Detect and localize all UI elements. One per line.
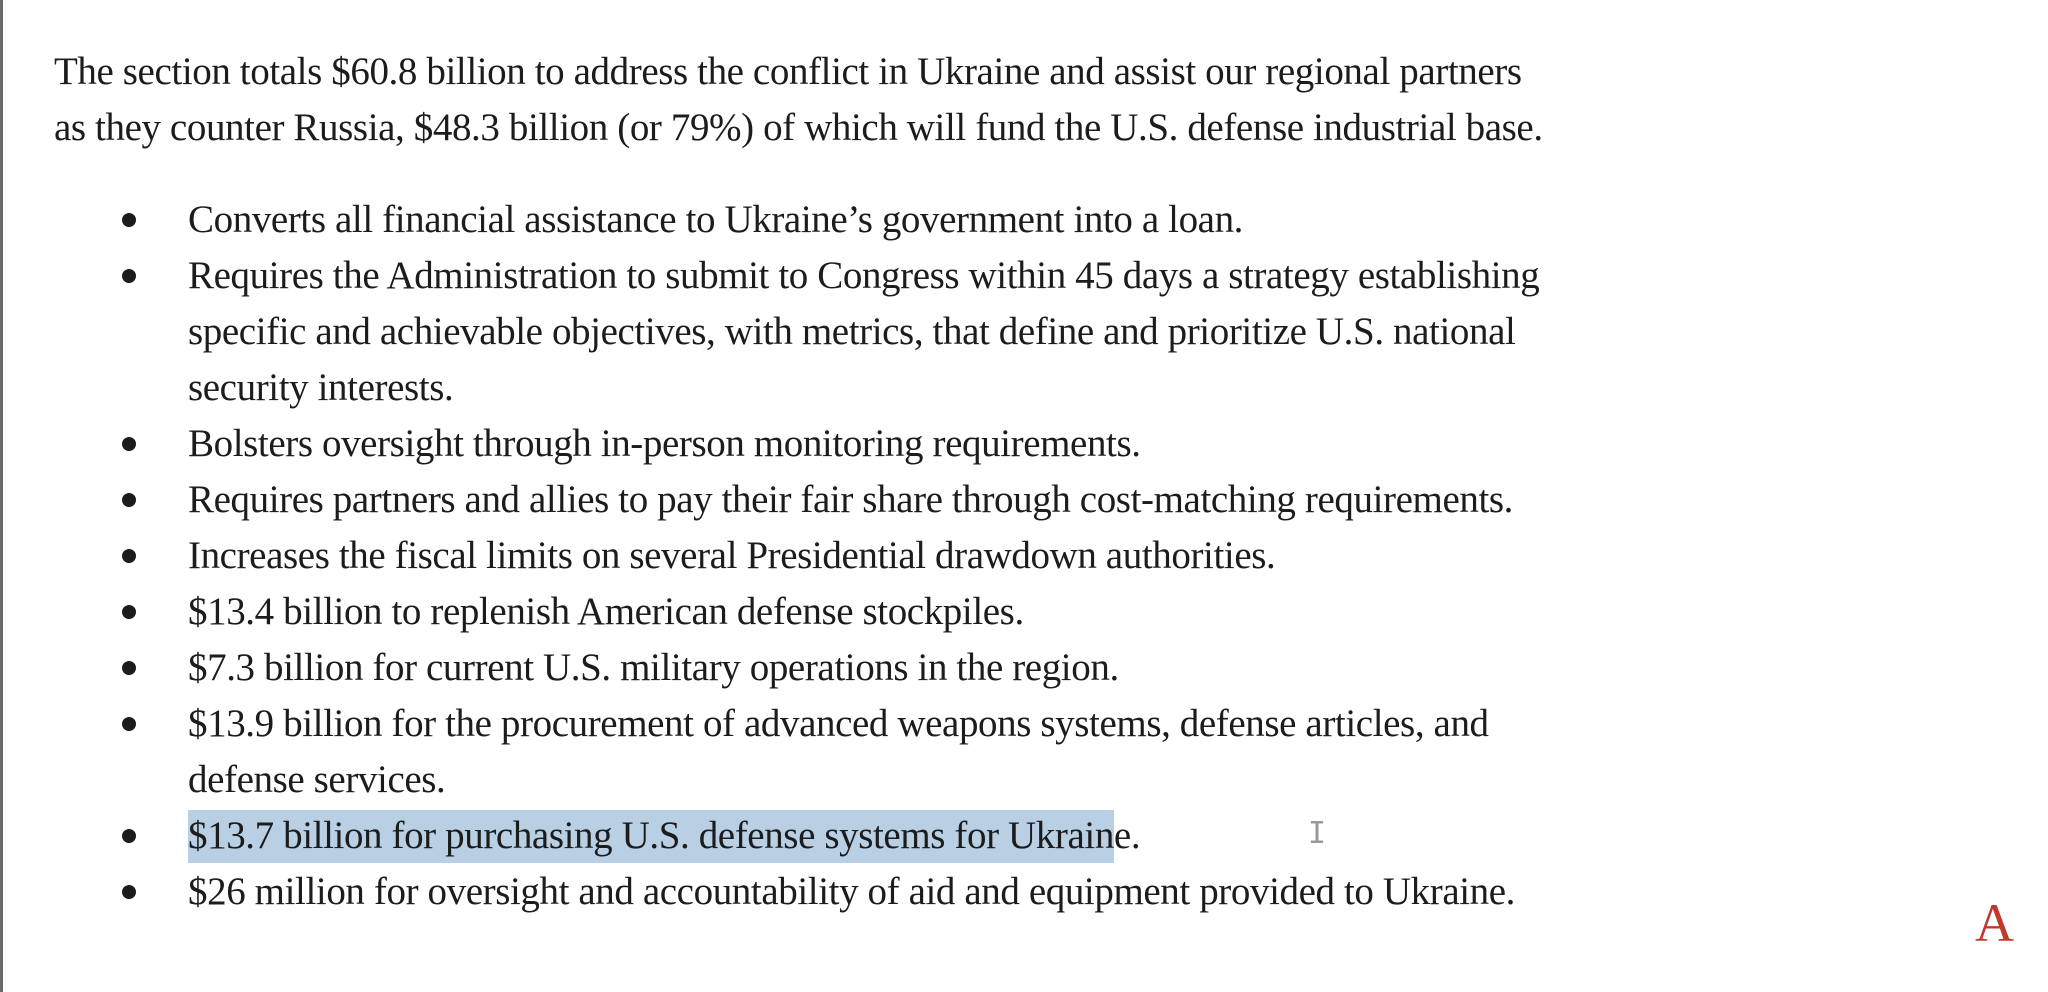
list-item-text: Requires the Administration to submit to Congress within 45 days a strategy establishing <box>188 254 1540 297</box>
list-item <box>54 248 1854 416</box>
list-item-text: defense services. <box>188 758 446 801</box>
list-item <box>54 640 1854 696</box>
list-item-text: $13.9 billion for the procurement of advanced weapons systems, defense articles, and <box>188 702 1489 745</box>
list-item <box>54 696 1854 808</box>
list-item-text: $26 million for oversight and accountability of aid and equipment provided to Ukraine. <box>188 870 1516 913</box>
bullet-icon <box>122 213 136 227</box>
list-item-text: security interests. <box>188 366 454 409</box>
intro-line: as they counter Russia, $48.3 billion (or 79%) of which will fund the U.S. defense industrial base. <box>54 106 1543 149</box>
bullet-icon <box>122 829 136 843</box>
list-item-text: $7.3 billion for current U.S. military operations in the region. <box>188 646 1119 689</box>
corner-logo-mark: A <box>1975 893 2014 953</box>
list-item-text: Requires partners and allies to pay their fair share through cost-matching requirements. <box>188 478 1514 521</box>
bullet-icon <box>122 661 136 675</box>
list-item-text: Bolsters oversight through in-person monitoring requirements. <box>188 422 1141 465</box>
list-item-text: $13.4 billion to replenish American defense stockpiles. <box>188 590 1024 633</box>
bullet-icon <box>122 885 136 899</box>
list-item <box>54 472 1854 528</box>
list-item <box>54 528 1854 584</box>
bullet-icon <box>122 269 136 283</box>
bullet-icon <box>122 717 136 731</box>
bullet-icon <box>122 549 136 563</box>
list-item <box>54 192 1854 248</box>
selected-text-highlight[interactable]: $13.7 billion for purchasing U.S. defense systems for Ukrain <box>188 810 1114 863</box>
list-item <box>54 416 1854 472</box>
list-item-text: specific and achievable objectives, with metrics, that define and prioritize U.S. national <box>188 310 1516 353</box>
intro-paragraph <box>54 44 1854 156</box>
list-item-text: Increases the fiscal limits on several Presidential drawdown authorities. <box>188 534 1276 577</box>
intro-line: The section totals $60.8 billion to address the conflict in Ukraine and assist our regional partners <box>54 50 1522 93</box>
list-item <box>54 808 1854 864</box>
bullet-list <box>54 192 1854 920</box>
page-left-border <box>0 0 3 992</box>
bullet-icon <box>122 493 136 507</box>
list-item <box>54 584 1854 640</box>
list-item-text: e. <box>1113 814 1141 857</box>
document-body[interactable] <box>54 44 1854 920</box>
list-item <box>54 864 1854 920</box>
bullet-icon <box>122 437 136 451</box>
bullet-icon <box>122 605 136 619</box>
text-cursor-icon: I <box>1308 816 1327 851</box>
list-item-text: Converts all financial assistance to Ukraine’s government into a loan. <box>188 198 1244 241</box>
